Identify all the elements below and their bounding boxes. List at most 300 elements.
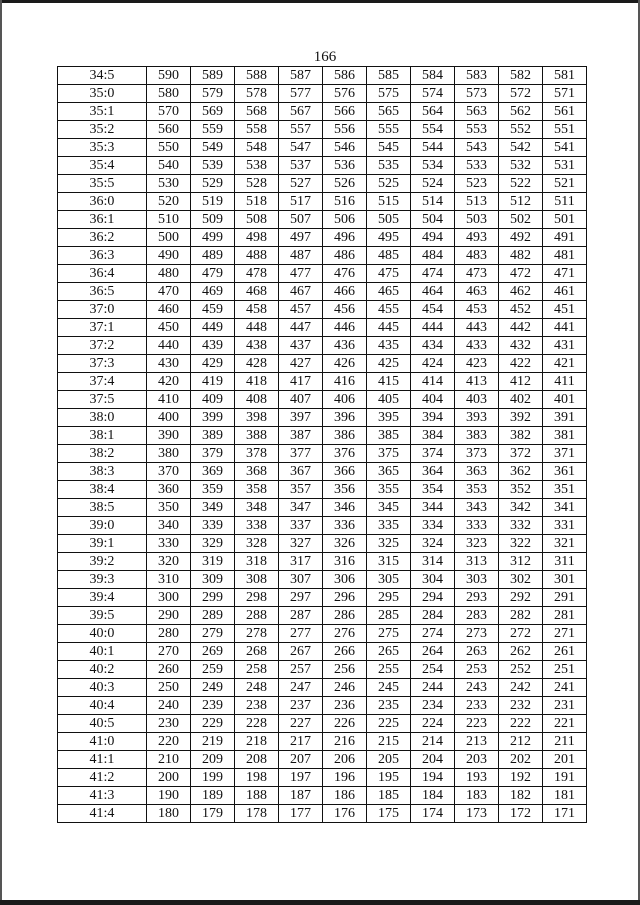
value-cell: 384 xyxy=(411,427,455,445)
value-cell: 500 xyxy=(147,229,191,247)
value-cell: 337 xyxy=(279,517,323,535)
table-row xyxy=(58,571,587,589)
score-table xyxy=(57,66,587,823)
value-cell: 419 xyxy=(191,373,235,391)
table-row xyxy=(58,535,587,553)
value-cell: 388 xyxy=(235,427,279,445)
value-cell: 268 xyxy=(235,643,279,661)
value-cell: 283 xyxy=(455,607,499,625)
value-cell: 320 xyxy=(147,553,191,571)
value-cell: 348 xyxy=(235,499,279,517)
value-cell: 502 xyxy=(499,211,543,229)
value-cell: 362 xyxy=(499,463,543,481)
value-cell: 351 xyxy=(543,481,587,499)
value-cell: 484 xyxy=(411,247,455,265)
value-cell: 486 xyxy=(323,247,367,265)
value-cell: 331 xyxy=(543,517,587,535)
value-cell: 473 xyxy=(455,265,499,283)
value-cell: 452 xyxy=(499,301,543,319)
value-cell: 448 xyxy=(235,319,279,337)
value-cell: 372 xyxy=(499,445,543,463)
table-row xyxy=(58,139,587,157)
value-cell: 539 xyxy=(191,157,235,175)
value-cell: 459 xyxy=(191,301,235,319)
value-cell: 209 xyxy=(191,751,235,769)
value-cell: 214 xyxy=(411,733,455,751)
value-cell: 494 xyxy=(411,229,455,247)
table-row xyxy=(58,625,587,643)
value-cell: 328 xyxy=(235,535,279,553)
value-cell: 307 xyxy=(279,571,323,589)
value-cell: 249 xyxy=(191,679,235,697)
value-cell: 463 xyxy=(455,283,499,301)
value-cell: 526 xyxy=(323,175,367,193)
value-cell: 447 xyxy=(279,319,323,337)
row-label-cell: 37:3 xyxy=(58,355,147,373)
value-cell: 579 xyxy=(191,85,235,103)
table-row xyxy=(58,643,587,661)
value-cell: 590 xyxy=(147,67,191,85)
value-cell: 324 xyxy=(411,535,455,553)
value-cell: 558 xyxy=(235,121,279,139)
value-cell: 305 xyxy=(367,571,411,589)
value-cell: 338 xyxy=(235,517,279,535)
value-cell: 361 xyxy=(543,463,587,481)
value-cell: 281 xyxy=(543,607,587,625)
value-cell: 299 xyxy=(191,589,235,607)
value-cell: 334 xyxy=(411,517,455,535)
value-cell: 260 xyxy=(147,661,191,679)
value-cell: 229 xyxy=(191,715,235,733)
value-cell: 323 xyxy=(455,535,499,553)
table-row xyxy=(58,769,587,787)
value-cell: 442 xyxy=(499,319,543,337)
table-row xyxy=(58,301,587,319)
value-cell: 483 xyxy=(455,247,499,265)
value-cell: 437 xyxy=(279,337,323,355)
value-cell: 242 xyxy=(499,679,543,697)
value-cell: 235 xyxy=(367,697,411,715)
value-cell: 340 xyxy=(147,517,191,535)
value-cell: 499 xyxy=(191,229,235,247)
value-cell: 298 xyxy=(235,589,279,607)
value-cell: 263 xyxy=(455,643,499,661)
row-label-cell: 37:0 xyxy=(58,301,147,319)
value-cell: 391 xyxy=(543,409,587,427)
value-cell: 297 xyxy=(279,589,323,607)
value-cell: 284 xyxy=(411,607,455,625)
value-cell: 210 xyxy=(147,751,191,769)
value-cell: 490 xyxy=(147,247,191,265)
value-cell: 343 xyxy=(455,499,499,517)
value-cell: 527 xyxy=(279,175,323,193)
value-cell: 208 xyxy=(235,751,279,769)
value-cell: 237 xyxy=(279,697,323,715)
value-cell: 456 xyxy=(323,301,367,319)
value-cell: 371 xyxy=(543,445,587,463)
value-cell: 580 xyxy=(147,85,191,103)
value-cell: 479 xyxy=(191,265,235,283)
value-cell: 201 xyxy=(543,751,587,769)
row-label-cell: 35:2 xyxy=(58,121,147,139)
value-cell: 293 xyxy=(455,589,499,607)
value-cell: 569 xyxy=(191,103,235,121)
value-cell: 321 xyxy=(543,535,587,553)
value-cell: 222 xyxy=(499,715,543,733)
value-cell: 424 xyxy=(411,355,455,373)
value-cell: 241 xyxy=(543,679,587,697)
value-cell: 271 xyxy=(543,625,587,643)
value-cell: 453 xyxy=(455,301,499,319)
value-cell: 403 xyxy=(455,391,499,409)
value-cell: 257 xyxy=(279,661,323,679)
scan-edge-left xyxy=(0,0,2,905)
value-cell: 227 xyxy=(279,715,323,733)
table-row xyxy=(58,481,587,499)
value-cell: 336 xyxy=(323,517,367,535)
value-cell: 264 xyxy=(411,643,455,661)
value-cell: 247 xyxy=(279,679,323,697)
value-cell: 198 xyxy=(235,769,279,787)
row-label-cell: 40:4 xyxy=(58,697,147,715)
value-cell: 213 xyxy=(455,733,499,751)
value-cell: 514 xyxy=(411,193,455,211)
value-cell: 562 xyxy=(499,103,543,121)
value-cell: 421 xyxy=(543,355,587,373)
value-cell: 386 xyxy=(323,427,367,445)
value-cell: 492 xyxy=(499,229,543,247)
value-cell: 310 xyxy=(147,571,191,589)
value-cell: 454 xyxy=(411,301,455,319)
value-cell: 444 xyxy=(411,319,455,337)
value-cell: 520 xyxy=(147,193,191,211)
value-cell: 364 xyxy=(411,463,455,481)
value-cell: 377 xyxy=(279,445,323,463)
value-cell: 443 xyxy=(455,319,499,337)
value-cell: 457 xyxy=(279,301,323,319)
value-cell: 446 xyxy=(323,319,367,337)
value-cell: 319 xyxy=(191,553,235,571)
value-cell: 496 xyxy=(323,229,367,247)
value-cell: 395 xyxy=(367,409,411,427)
value-cell: 458 xyxy=(235,301,279,319)
value-cell: 478 xyxy=(235,265,279,283)
value-cell: 196 xyxy=(323,769,367,787)
value-cell: 266 xyxy=(323,643,367,661)
value-cell: 183 xyxy=(455,787,499,805)
value-cell: 516 xyxy=(323,193,367,211)
value-cell: 306 xyxy=(323,571,367,589)
row-label-cell: 35:5 xyxy=(58,175,147,193)
value-cell: 300 xyxy=(147,589,191,607)
value-cell: 572 xyxy=(499,85,543,103)
value-cell: 435 xyxy=(367,337,411,355)
value-cell: 468 xyxy=(235,283,279,301)
table-row xyxy=(58,373,587,391)
value-cell: 441 xyxy=(543,319,587,337)
value-cell: 176 xyxy=(323,805,367,823)
value-cell: 503 xyxy=(455,211,499,229)
value-cell: 296 xyxy=(323,589,367,607)
value-cell: 559 xyxy=(191,121,235,139)
value-cell: 279 xyxy=(191,625,235,643)
value-cell: 399 xyxy=(191,409,235,427)
value-cell: 552 xyxy=(499,121,543,139)
value-cell: 329 xyxy=(191,535,235,553)
value-cell: 199 xyxy=(191,769,235,787)
value-cell: 543 xyxy=(455,139,499,157)
value-cell: 185 xyxy=(367,787,411,805)
value-cell: 428 xyxy=(235,355,279,373)
value-cell: 427 xyxy=(279,355,323,373)
row-label-cell: 41:4 xyxy=(58,805,147,823)
value-cell: 551 xyxy=(543,121,587,139)
value-cell: 366 xyxy=(323,463,367,481)
value-cell: 239 xyxy=(191,697,235,715)
value-cell: 292 xyxy=(499,589,543,607)
value-cell: 487 xyxy=(279,247,323,265)
value-cell: 369 xyxy=(191,463,235,481)
value-cell: 254 xyxy=(411,661,455,679)
value-cell: 301 xyxy=(543,571,587,589)
value-cell: 529 xyxy=(191,175,235,193)
value-cell: 546 xyxy=(323,139,367,157)
value-cell: 368 xyxy=(235,463,279,481)
value-cell: 248 xyxy=(235,679,279,697)
row-label-cell: 41:2 xyxy=(58,769,147,787)
value-cell: 289 xyxy=(191,607,235,625)
value-cell: 511 xyxy=(543,193,587,211)
value-cell: 285 xyxy=(367,607,411,625)
value-cell: 291 xyxy=(543,589,587,607)
value-cell: 392 xyxy=(499,409,543,427)
value-cell: 501 xyxy=(543,211,587,229)
value-cell: 277 xyxy=(279,625,323,643)
value-cell: 232 xyxy=(499,697,543,715)
value-cell: 220 xyxy=(147,733,191,751)
value-cell: 339 xyxy=(191,517,235,535)
value-cell: 308 xyxy=(235,571,279,589)
value-cell: 367 xyxy=(279,463,323,481)
value-cell: 585 xyxy=(367,67,411,85)
value-cell: 467 xyxy=(279,283,323,301)
row-label-cell: 38:2 xyxy=(58,445,147,463)
table-row xyxy=(58,517,587,535)
value-cell: 184 xyxy=(411,787,455,805)
value-cell: 422 xyxy=(499,355,543,373)
row-label-cell: 37:1 xyxy=(58,319,147,337)
value-cell: 565 xyxy=(367,103,411,121)
value-cell: 175 xyxy=(367,805,411,823)
value-cell: 541 xyxy=(543,139,587,157)
value-cell: 317 xyxy=(279,553,323,571)
value-cell: 480 xyxy=(147,265,191,283)
value-cell: 466 xyxy=(323,283,367,301)
table-row xyxy=(58,193,587,211)
value-cell: 245 xyxy=(367,679,411,697)
value-cell: 407 xyxy=(279,391,323,409)
value-cell: 314 xyxy=(411,553,455,571)
value-cell: 194 xyxy=(411,769,455,787)
value-cell: 530 xyxy=(147,175,191,193)
value-cell: 455 xyxy=(367,301,411,319)
value-cell: 186 xyxy=(323,787,367,805)
value-cell: 522 xyxy=(499,175,543,193)
table-row xyxy=(58,211,587,229)
row-label-cell: 37:4 xyxy=(58,373,147,391)
value-cell: 402 xyxy=(499,391,543,409)
value-cell: 524 xyxy=(411,175,455,193)
value-cell: 535 xyxy=(367,157,411,175)
table-row xyxy=(58,715,587,733)
value-cell: 230 xyxy=(147,715,191,733)
value-cell: 267 xyxy=(279,643,323,661)
table-row xyxy=(58,427,587,445)
value-cell: 370 xyxy=(147,463,191,481)
value-cell: 256 xyxy=(323,661,367,679)
value-cell: 477 xyxy=(279,265,323,283)
row-label-cell: 38:0 xyxy=(58,409,147,427)
value-cell: 573 xyxy=(455,85,499,103)
value-cell: 326 xyxy=(323,535,367,553)
value-cell: 393 xyxy=(455,409,499,427)
value-cell: 415 xyxy=(367,373,411,391)
value-cell: 548 xyxy=(235,139,279,157)
value-cell: 563 xyxy=(455,103,499,121)
value-cell: 438 xyxy=(235,337,279,355)
value-cell: 381 xyxy=(543,427,587,445)
table-row xyxy=(58,247,587,265)
value-cell: 204 xyxy=(411,751,455,769)
value-cell: 488 xyxy=(235,247,279,265)
value-cell: 378 xyxy=(235,445,279,463)
table-row xyxy=(58,337,587,355)
value-cell: 192 xyxy=(499,769,543,787)
value-cell: 327 xyxy=(279,535,323,553)
value-cell: 495 xyxy=(367,229,411,247)
table-row xyxy=(58,697,587,715)
value-cell: 508 xyxy=(235,211,279,229)
row-label-cell: 36:5 xyxy=(58,283,147,301)
value-cell: 223 xyxy=(455,715,499,733)
value-cell: 251 xyxy=(543,661,587,679)
table-row xyxy=(58,607,587,625)
row-label-cell: 39:0 xyxy=(58,517,147,535)
value-cell: 177 xyxy=(279,805,323,823)
scan-edge-bottom xyxy=(0,900,640,905)
page-number: 166 xyxy=(313,49,337,65)
row-label-cell: 40:0 xyxy=(58,625,147,643)
value-cell: 360 xyxy=(147,481,191,499)
value-cell: 287 xyxy=(279,607,323,625)
table-row xyxy=(58,589,587,607)
row-label-cell: 40:5 xyxy=(58,715,147,733)
value-cell: 280 xyxy=(147,625,191,643)
value-cell: 412 xyxy=(499,373,543,391)
value-cell: 574 xyxy=(411,85,455,103)
row-label-cell: 39:2 xyxy=(58,553,147,571)
value-cell: 519 xyxy=(191,193,235,211)
value-cell: 481 xyxy=(543,247,587,265)
row-label-cell: 35:4 xyxy=(58,157,147,175)
value-cell: 491 xyxy=(543,229,587,247)
value-cell: 470 xyxy=(147,283,191,301)
value-cell: 357 xyxy=(279,481,323,499)
value-cell: 188 xyxy=(235,787,279,805)
value-cell: 342 xyxy=(499,499,543,517)
table-row xyxy=(58,283,587,301)
table-row xyxy=(58,661,587,679)
table-row xyxy=(58,85,587,103)
value-cell: 375 xyxy=(367,445,411,463)
table-row xyxy=(58,679,587,697)
value-cell: 517 xyxy=(279,193,323,211)
table-body xyxy=(58,67,587,823)
value-cell: 433 xyxy=(455,337,499,355)
value-cell: 379 xyxy=(191,445,235,463)
value-cell: 426 xyxy=(323,355,367,373)
value-cell: 359 xyxy=(191,481,235,499)
value-cell: 211 xyxy=(543,733,587,751)
value-cell: 533 xyxy=(455,157,499,175)
row-label-cell: 38:4 xyxy=(58,481,147,499)
value-cell: 374 xyxy=(411,445,455,463)
value-cell: 476 xyxy=(323,265,367,283)
row-label-cell: 36:2 xyxy=(58,229,147,247)
value-cell: 396 xyxy=(323,409,367,427)
value-cell: 582 xyxy=(499,67,543,85)
value-cell: 356 xyxy=(323,481,367,499)
value-cell: 432 xyxy=(499,337,543,355)
value-cell: 542 xyxy=(499,139,543,157)
value-cell: 318 xyxy=(235,553,279,571)
value-cell: 406 xyxy=(323,391,367,409)
value-cell: 265 xyxy=(367,643,411,661)
value-cell: 203 xyxy=(455,751,499,769)
value-cell: 567 xyxy=(279,103,323,121)
row-label-cell: 36:1 xyxy=(58,211,147,229)
value-cell: 584 xyxy=(411,67,455,85)
value-cell: 345 xyxy=(367,499,411,517)
value-cell: 272 xyxy=(499,625,543,643)
scan-edge-top xyxy=(0,0,640,3)
value-cell: 262 xyxy=(499,643,543,661)
value-cell: 390 xyxy=(147,427,191,445)
value-cell: 549 xyxy=(191,139,235,157)
row-label-cell: 35:1 xyxy=(58,103,147,121)
value-cell: 332 xyxy=(499,517,543,535)
value-cell: 568 xyxy=(235,103,279,121)
value-cell: 236 xyxy=(323,697,367,715)
value-cell: 416 xyxy=(323,373,367,391)
table-row xyxy=(58,319,587,337)
value-cell: 398 xyxy=(235,409,279,427)
value-cell: 394 xyxy=(411,409,455,427)
value-cell: 400 xyxy=(147,409,191,427)
row-label-cell: 39:4 xyxy=(58,589,147,607)
row-label-cell: 40:3 xyxy=(58,679,147,697)
value-cell: 578 xyxy=(235,85,279,103)
value-cell: 225 xyxy=(367,715,411,733)
table-row xyxy=(58,157,587,175)
value-cell: 560 xyxy=(147,121,191,139)
table-row xyxy=(58,463,587,481)
value-cell: 460 xyxy=(147,301,191,319)
value-cell: 258 xyxy=(235,661,279,679)
value-cell: 233 xyxy=(455,697,499,715)
value-cell: 221 xyxy=(543,715,587,733)
table-row xyxy=(58,265,587,283)
